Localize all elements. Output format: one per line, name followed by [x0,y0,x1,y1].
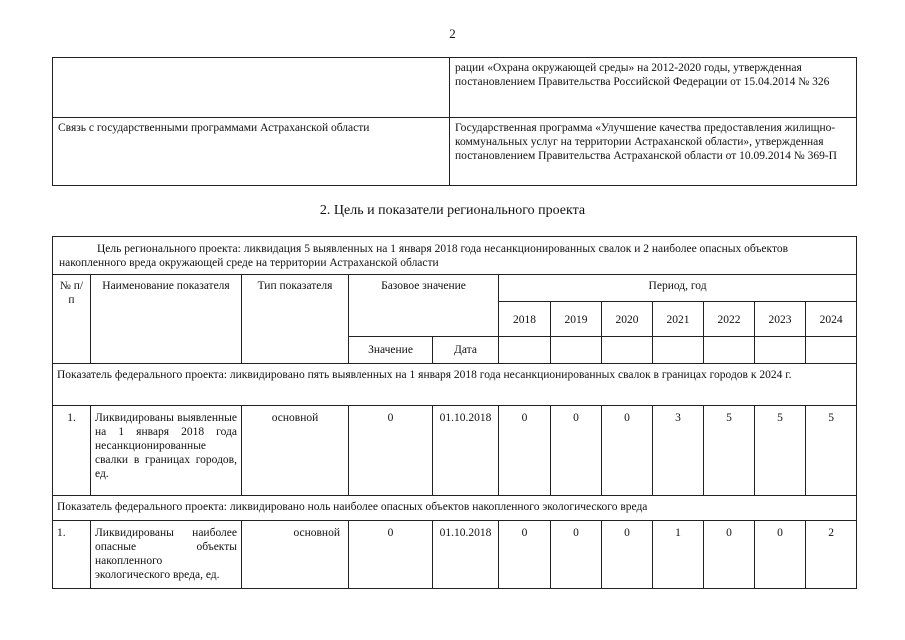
header-num: № п/п [53,275,91,364]
row-year-value: 0 [602,521,653,589]
row-name: Ликвидированы наиболее опасные объекты накопленного экологического вреда, ед. [91,521,242,589]
row-year-value: 0 [704,521,755,589]
section-title: 2. Цель и показатели регионального проекта [319,203,586,218]
header-value: Значение [349,337,433,364]
indicators-table [52,236,857,589]
row-year-value: 3 [653,406,704,496]
row-year-value: 2 [806,521,857,589]
row-value: 0 [349,406,433,496]
row-date: 01.10.2018 [433,521,499,589]
passport-cell-left: Связь с государственными программами Астраханской области [53,118,450,186]
project-goal: Цель регионального проекта: ликвидация 5 выявленных на 1 января 2018 года несанкционированных свалок и 2 наиболее опасных объектов накопленного вреда окружающей среде на территории Астраханской области [53,237,857,275]
header-year: 2018 [499,302,551,337]
federal-indicator: Показатель федерального проекта: ликвидировано пять выявленных на 1 января 2018 года несанкционированных свалок в границах городов к 2024 г. [53,364,857,406]
row-year-value: 0 [499,406,551,496]
row-name: Ликвидированы выявленные на 1 января 2018 года несанкционированные свалки в границах городов, ед. [91,406,242,496]
row-year-value: 0 [499,521,551,589]
header-base: Базовое значение [349,275,499,337]
table-row [53,406,857,496]
header-empty [704,337,755,364]
header-empty [499,337,551,364]
header-year: 2021 [653,302,704,337]
row-year-value: 5 [704,406,755,496]
passport-cell-right: Государственная программа «Улучшение качества предоставления жилищно-коммунальных услуг на территории Астраханской области», утвержденная постановлением Правительства Астраханской области от 10.09.2014 № 369-П [450,118,857,186]
row-num: 1. [53,521,91,589]
page-number: 2 [449,26,456,41]
row-type: основной [242,521,349,589]
row-value: 0 [349,521,433,589]
header-year: 2024 [806,302,857,337]
federal-indicator-row [53,364,857,406]
header-empty [806,337,857,364]
row-num: 1. [53,406,91,496]
header-date: Дата [433,337,499,364]
federal-indicator: Показатель федерального проекта: ликвидировано ноль наиболее опасных объектов накопленного экологического вреда [53,496,857,521]
passport-cell-right: рации «Охрана окружающей среды» на 2012-2020 годы, утвержденная постановлением Правительства Российской Федерации от 15.04.2014 № 326 [450,58,857,118]
header-year: 2019 [551,302,602,337]
row-year-value: 5 [755,406,806,496]
goal-row [53,237,857,275]
header-year: 2020 [602,302,653,337]
header-year: 2023 [755,302,806,337]
header-empty [755,337,806,364]
row-date: 01.10.2018 [433,406,499,496]
passport-row [53,58,857,118]
header-row [53,275,857,302]
header-type: Тип показателя [242,275,349,364]
table-row [53,521,857,589]
header-year: 2022 [704,302,755,337]
passport-table [52,57,857,186]
passport-cell-left [53,58,450,118]
federal-indicator-row [53,496,857,521]
passport-row [53,118,857,186]
row-year-value: 0 [755,521,806,589]
header-name: Наименование показателя [91,275,242,364]
row-year-value: 0 [602,406,653,496]
header-period: Период, год [499,275,857,302]
header-empty [653,337,704,364]
row-year-value: 0 [551,521,602,589]
header-empty [602,337,653,364]
row-year-value: 1 [653,521,704,589]
header-empty [551,337,602,364]
row-year-value: 5 [806,406,857,496]
row-type: основной [242,406,349,496]
row-year-value: 0 [551,406,602,496]
